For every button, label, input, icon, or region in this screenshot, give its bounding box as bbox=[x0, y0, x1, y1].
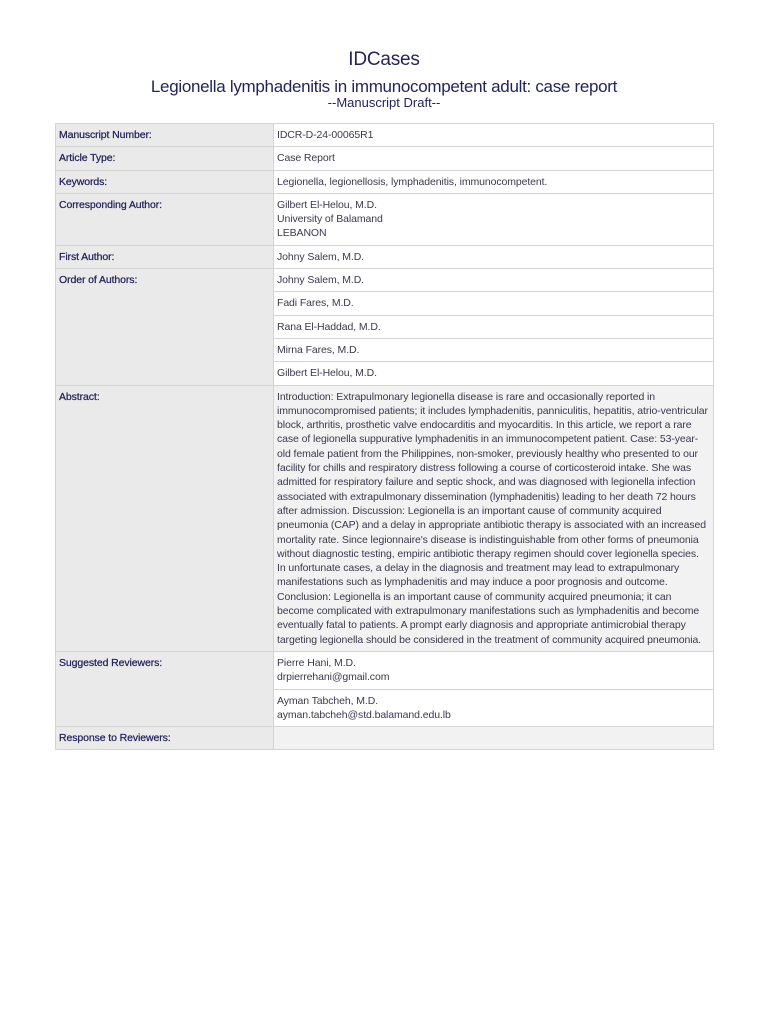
corresponding-author-row bbox=[56, 193, 714, 245]
corresponding-author-label: Corresponding Author: bbox=[56, 193, 274, 245]
keywords-value: Legionella, legionellosis, lymphadenitis, immunocompetent. bbox=[274, 170, 714, 193]
order-of-authors-label: Order of Authors: bbox=[56, 269, 274, 385]
response-to-reviewers-value bbox=[274, 727, 714, 750]
reviewer-entry bbox=[274, 651, 714, 689]
journal-name: IDCases bbox=[348, 49, 420, 70]
reviewer-name: Pierre Hani, M.D. bbox=[277, 656, 356, 669]
keywords-label: Keywords: bbox=[56, 170, 274, 193]
author-item: Johny Salem, M.D. bbox=[274, 269, 714, 292]
keywords-row bbox=[56, 170, 714, 193]
response-to-reviewers-label: Response to Reviewers: bbox=[56, 727, 274, 750]
article-type-label: Article Type: bbox=[56, 147, 274, 170]
abstract-row bbox=[56, 385, 714, 651]
corresponding-author-institution: University of Balamand bbox=[277, 213, 383, 226]
author-item: Rana El-Haddad, M.D. bbox=[274, 315, 714, 338]
article-type-value: Case Report bbox=[274, 147, 714, 170]
response-to-reviewers-row bbox=[56, 727, 714, 750]
author-item: Gilbert El-Helou, M.D. bbox=[274, 362, 714, 385]
first-author-value: Johny Salem, M.D. bbox=[274, 245, 714, 268]
reviewer-email: drpierrehani@gmail.com bbox=[277, 671, 390, 684]
suggested-reviewers-row bbox=[56, 651, 714, 689]
suggested-reviewers-label: Suggested Reviewers: bbox=[56, 651, 274, 726]
abstract-label: Abstract: bbox=[56, 385, 274, 651]
first-author-row bbox=[56, 245, 714, 268]
draft-label: --Manuscript Draft-- bbox=[327, 95, 441, 110]
reviewer-entry bbox=[274, 689, 714, 727]
corresponding-author-country: LEBANON bbox=[277, 227, 327, 240]
first-author-label: First Author: bbox=[56, 245, 274, 268]
author-item: Fadi Fares, M.D. bbox=[274, 292, 714, 315]
manuscript-number-label: Manuscript Number: bbox=[56, 124, 274, 147]
reviewer-name: Ayman Tabcheh, M.D. bbox=[277, 694, 379, 707]
author-item: Mirna Fares, M.D. bbox=[274, 338, 714, 361]
document-header bbox=[0, 48, 768, 109]
article-type-row bbox=[56, 147, 714, 170]
reviewer-email: ayman.tabcheh@std.balamand.edu.lb bbox=[277, 708, 451, 721]
manuscript-number-row bbox=[56, 124, 714, 147]
corresponding-author-name: Gilbert El-Helou, M.D. bbox=[277, 198, 377, 211]
manuscript-number-value: IDCR-D-24-00065R1 bbox=[274, 124, 714, 147]
order-of-authors-row bbox=[56, 269, 714, 292]
abstract-text: Introduction: Extrapulmonary legionella disease is rare and occasionally reported in immunocompromised patients; it includes lymphadenitis, panniculitis, hepatitis, atrio-ventricular block, arthritis, prosthetic valve endocarditis and myocarditis. In this article, we report a rare case of legionella suppurative lymphadenitis in an immunocompetent patient. Case: 53-year-old female patient from the Philippines, non-smoker, previously healthy who presented to our facility for chills and respiratory distress following a course of corticosteroid intake. She was admitted for respiratory failure and septic shock, and was diagnosed with legionella infection associated with extrapulmonary dissemination (lymphadenitis) leading to her death 72 hours after admission. Discussion: Legionella is an important cause of community acquired pneumonia (CAP) and a delay in appropriate antibiotic therapy is associated with an increased mortality rate. Since legionnaire's disease is indistinguishable from other forms of pneumonia without diagnostic testing, empiric antibiotic therapy regimen should cover legionella species. In unfortunate cases, a delay in the diagnosis and treatment may lead to extrapulmonary manifestations such as lymphadenitis and may induce a poor prognosis and outcome. Conclusion: Legionella is an important cause of community acquired pneumonia; it can become complicated with extrapulmonary manifestations such as lymphadenitis and become eventually fatal to patients. A prompt early diagnosis and appropriate antimicrobial therapy targeting legionella should be considered in the treatment of community acquired pneumonia. bbox=[274, 385, 714, 651]
article-title: Legionella lymphadenitis in immunocompetent adult: case report bbox=[150, 77, 618, 96]
corresponding-author-value bbox=[274, 193, 714, 245]
manuscript-metadata-table bbox=[55, 123, 714, 750]
